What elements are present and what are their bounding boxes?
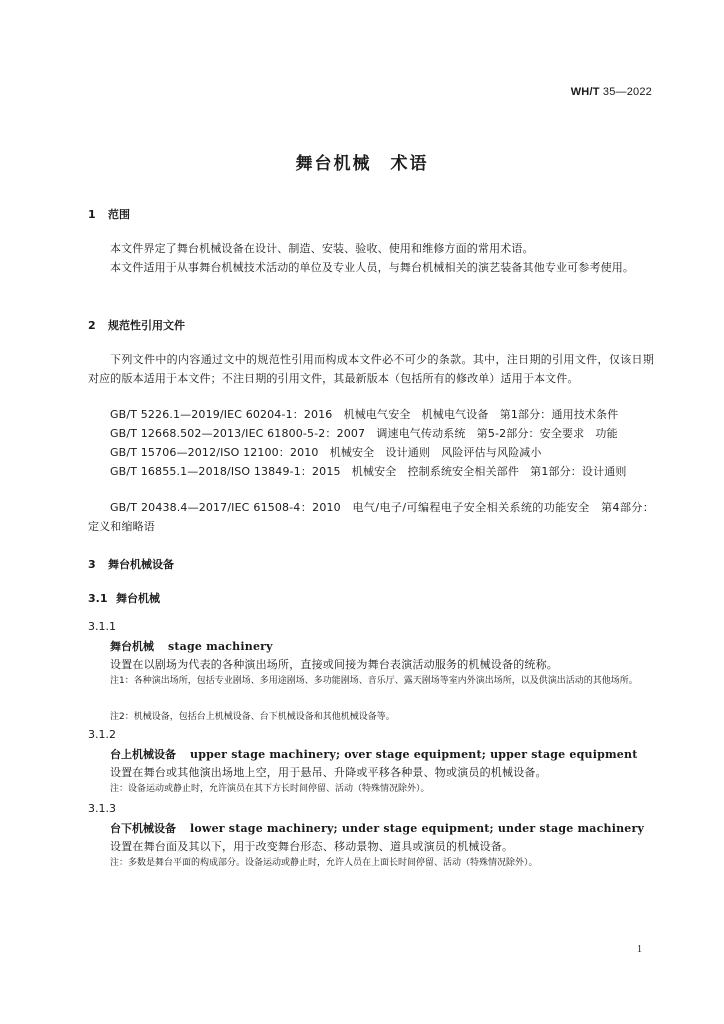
scope-paragraph-1: 本文件界定了舞台机械设备在设计、制造、安装、验收、使用和维修方面的常用术语。	[110, 242, 534, 255]
section-title: 范围	[108, 208, 130, 221]
term-number: 3.1.1	[88, 620, 116, 633]
references-intro: 下列文件中的内容通过文中的规范性引用而构成本文件必不可少的条款。其中，注日期的引用文件，仅该日期对应的版本适用于本文件；不注日期的引用文件，其最新版本（包括所有的修改单）适用于本文件。	[88, 353, 654, 385]
section-2-heading	[88, 317, 185, 333]
standard-code	[571, 86, 652, 98]
reference-item: GB/T 16855.1—2018/ISO 13849-1：2015 机械安全 控制系统安全相关部件 第1部分：设计通则	[110, 465, 627, 478]
term-definition: 设置在以剧场为代表的各种演出场所，直接或间接为舞台表演活动服务的机械设备的统称。	[110, 658, 558, 671]
subsection-title: 舞台机械	[116, 592, 160, 605]
reference-item: GB/T 15706—2012/ISO 12100：2010 机械安全 设计通则 风险评估与风险减小	[110, 446, 542, 459]
reference-item: GB/T 20438.4—2017/IEC 61508-4：2010 电气/电子/可编程电子安全相关系统的功能安全 第4部分：定义和缩略语	[88, 501, 654, 533]
term-number: 3.1.2	[88, 728, 116, 741]
section-title: 规范性引用文件	[108, 319, 185, 332]
page-number: 1	[637, 944, 642, 955]
term-heading	[110, 638, 273, 654]
term-note: 注：设备运动或静止时，允许演员在其下方长时间停留、活动（特殊情况除外）。	[110, 784, 430, 794]
term-definition: 设置在舞台或其他演出场地上空，用于悬吊、升降或平移各种景、物或演员的机械设备。	[110, 766, 547, 779]
term-english: upper stage machinery; over stage equipment; upper stage equipment	[190, 748, 638, 761]
term-chinese: 舞台机械	[110, 640, 154, 653]
term-english: stage machinery	[168, 640, 273, 653]
term-chinese: 台下机械设备	[110, 822, 176, 835]
term-heading	[110, 746, 637, 762]
section-3-heading	[88, 556, 174, 572]
section-number: 3	[88, 558, 96, 571]
term-heading	[110, 820, 644, 836]
standard-code-prefix: WH/T	[570, 86, 600, 98]
term-note: 注：多数是舞台平面的构成部分。设备运动或静止时，允许人员在上面长时间停留、活动（特殊情况除外）。	[110, 858, 538, 868]
reference-item: GB/T 12668.502—2013/IEC 61800-5-2：2007 调速电气传动系统 第5-2部分：安全要求 功能	[110, 427, 618, 440]
term-definition: 设置在舞台面及其以下，用于改变舞台形态、移动景物、道具或演员的机械设备。	[110, 840, 514, 853]
term-english: lower stage machinery; under stage equipment; under stage machinery	[190, 822, 645, 835]
term-chinese: 台上机械设备	[110, 748, 176, 761]
term-note: 注2：机械设备，包括台上机械设备、台下机械设备和其他机械设备等。	[110, 712, 395, 722]
section-title: 舞台机械设备	[108, 558, 174, 571]
term-number: 3.1.3	[88, 802, 116, 815]
section-1-heading	[88, 206, 130, 222]
document-title: 舞台机械 术语	[295, 154, 429, 174]
subsection-number: 3.1	[88, 592, 108, 605]
term-note: 注1：各种演出场所，包括专业剧场、多用途剧场、多功能剧场、音乐厅、露天剧场等室内外演出场所，以及供演出活动的其他场所。	[110, 676, 638, 686]
subsection-3-1-heading	[88, 590, 160, 606]
reference-item: GB/T 5226.1—2019/IEC 60204-1：2016 机械电气安全 机械电气设备 第1部分：通用技术条件	[110, 408, 619, 421]
section-number: 2	[88, 319, 96, 332]
standard-code-year: 35—2022	[602, 86, 652, 98]
scope-paragraph-2: 本文件适用于从事舞台机械技术活动的单位及专业人员，与舞台机械相关的演艺装备其他专业可参考使用。	[110, 261, 635, 274]
section-number: 1	[88, 208, 96, 221]
